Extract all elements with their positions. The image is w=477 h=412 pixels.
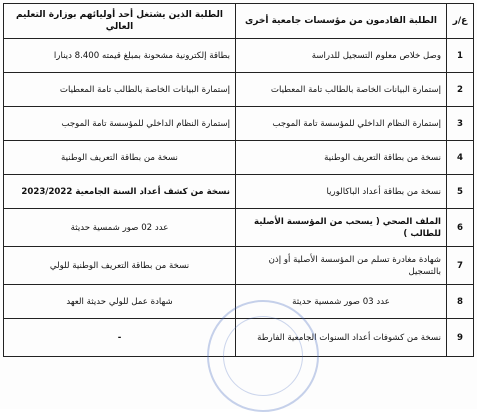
transfer-requirement: وصل خلاص معلوم التسجيل للدراسة (236, 39, 447, 73)
ministry-requirement: بطاقة إلكترونية مشحونة بمبلغ قيمته 8.400 دينارا (4, 39, 236, 73)
ministry-requirement: إستمارة البيانات الخاصة بالطالب تامة المعطيات (4, 73, 236, 107)
table-row (4, 285, 474, 319)
row-number: 7 (447, 247, 474, 285)
ministry-requirement: نسخة من بطاقة التعريف الوطنية (4, 141, 236, 175)
row-number: 5 (447, 175, 474, 209)
ministry-requirement: نسخة من بطاقة التعريف الوطنية للولي (4, 247, 236, 285)
row-number: 6 (447, 209, 474, 247)
table-row (4, 107, 474, 141)
table-header-row (4, 4, 474, 39)
transfer-requirement: الملف الصحي ( يسحب من المؤسسة الأصلية للطالب ) (236, 209, 447, 247)
table-row (4, 39, 474, 73)
ministry-requirement: إستمارة النظام الداخلي للمؤسسة تامة الموجب (4, 107, 236, 141)
transfer-requirement: عدد 03 صور شمسية حديثة (236, 285, 447, 319)
row-number: 1 (447, 39, 474, 73)
row-number: 4 (447, 141, 474, 175)
table-row (4, 319, 474, 357)
transfer-requirement: نسخة من بطاقة التعريف الوطنية (236, 141, 447, 175)
transfer-requirement: نسخة من كشوفات أعداد السنوات الجامعية الفارطة (236, 319, 447, 357)
ministry-requirement: نسخة من كشف أعداد السنة الجامعية 2023/2022 (4, 175, 236, 209)
header-number: ع/ر (447, 4, 474, 39)
transfer-requirement: نسخة من بطاقة أعداد الباكالوريا (236, 175, 447, 209)
table-row (4, 175, 474, 209)
table-row (4, 141, 474, 175)
header-ministry-students: الطلبة الذين يشتغل أحد أوليائهم بوزارة التعليم العالي (4, 4, 236, 39)
row-number: 8 (447, 285, 474, 319)
ministry-requirement: عدد 02 صور شمسية حديثة (4, 209, 236, 247)
table-row (4, 209, 474, 247)
row-number: 9 (447, 319, 474, 357)
requirements-table (3, 3, 474, 357)
transfer-requirement: إستمارة النظام الداخلي للمؤسسة تامة الموجب (236, 107, 447, 141)
transfer-requirement: شهادة مغادرة تسلم من المؤسسة الأصلية أو إذن بالتسجيل (236, 247, 447, 285)
ministry-requirement-empty: - (4, 319, 236, 357)
ministry-requirement: شهادة عمل للولي حديثة العهد (4, 285, 236, 319)
table-row (4, 73, 474, 107)
header-transfer-students: الطلبة القادمون من مؤسسات جامعية أخرى (236, 4, 447, 39)
table-row (4, 247, 474, 285)
transfer-requirement: إستمارة البيانات الخاصة بالطالب تامة المعطيات (236, 73, 447, 107)
row-number: 2 (447, 73, 474, 107)
row-number: 3 (447, 107, 474, 141)
